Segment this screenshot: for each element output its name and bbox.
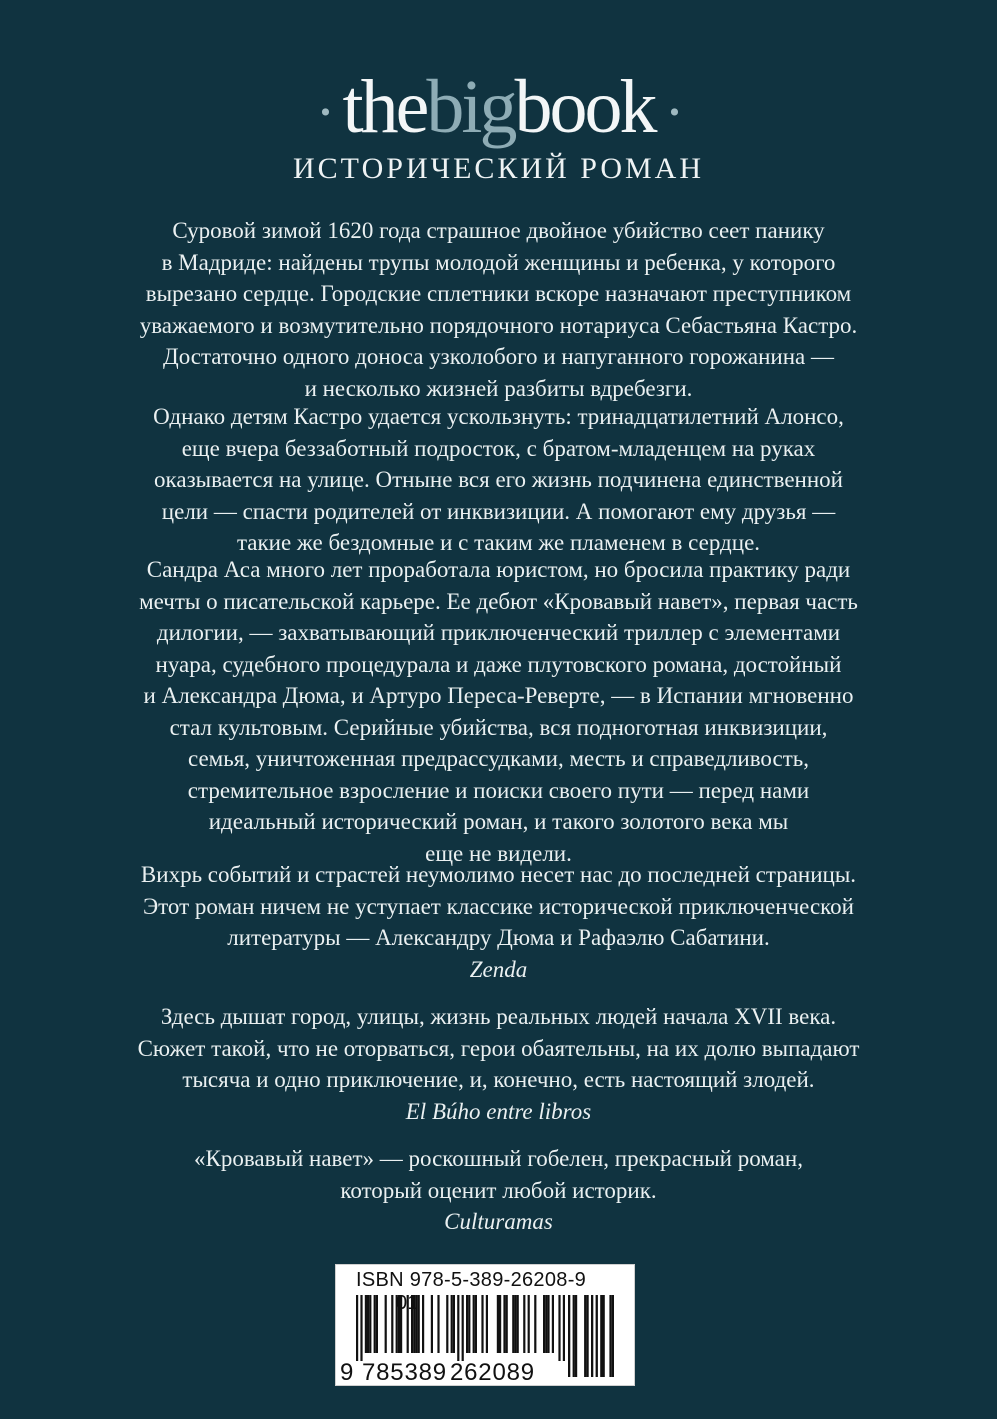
addon-digits: 01	[396, 1292, 419, 1314]
text-line: стал культовым. Серийные убийства, вся подноготная инквизиции,	[169, 714, 828, 740]
text-line: Однако детям Кастро удается ускользнуть: тринадцатилетний Алонсо,	[153, 404, 844, 429]
text-line: стремительное взросление и поиски своего пути — перед нами	[187, 777, 810, 803]
text-line: оказывается на улице. Отныне вся его жизнь подчинена единственной	[154, 467, 843, 492]
text-line: и Александра Дюма, и Артуро Переса-Реверте, — в Испании мгновенно	[143, 683, 854, 708]
ean-left-group: 785389	[362, 1359, 447, 1386]
quote-line: литературы — Александру Дюма и Рафаэлю Сабатини.	[227, 925, 770, 950]
quote-line: «Кровавый навет» — роскошный гобелен, прекрасный роман,	[194, 1146, 803, 1171]
quote-line: Здесь дышат город, улицы, жизнь реальных людей начала XVII века.	[160, 1004, 837, 1029]
text-line: в Мадриде: найдены трупы молодой женщины и ребенка, у которого	[161, 249, 836, 275]
logo-word-book: book	[514, 65, 655, 149]
the-big-book-wordmark	[306, 62, 692, 157]
isbn-label	[356, 1269, 634, 1315]
text-line: Суровой зимой 1620 года страшное двойное убийство сеет панику	[172, 218, 825, 243]
text-line: цели — спасти родителей от инквизиции. А помогают ему друзья —	[161, 498, 836, 524]
text-line: дилогии, — захватывающий приключенческий триллер с элементами	[156, 620, 841, 645]
text-line: Достаточно одного доноса узколобого и напуганного горожанина —	[163, 344, 834, 369]
logo-dot-left: ·	[315, 79, 333, 145]
plot-paragraph	[80, 401, 917, 559]
review-quote-zenda	[80, 859, 917, 985]
ean-right-group: 262089	[450, 1359, 535, 1386]
genre-subtitle: ИСТОРИЧЕСКИЙ РОМАН	[292, 152, 704, 185]
text-line: такие же бездомные и с таким же пламенем в сердце.	[236, 530, 761, 555]
text-line: и несколько жизней разбиты вдребезги.	[304, 375, 693, 401]
text-line: еще не видели.	[425, 840, 572, 866]
quote-source: El Búho entre libros	[405, 1098, 592, 1124]
author-paragraph	[80, 554, 917, 869]
text-line: семья, уничтоженная предрассудками, месть и справедливость,	[187, 746, 810, 771]
isbn-barcode	[335, 1264, 635, 1386]
text-line: вырезано сердце. Городские сплетники вскоре назначают преступником	[145, 281, 852, 306]
intro-paragraph	[80, 215, 917, 404]
review-quote-culturamas	[80, 1143, 917, 1238]
logo-word-the: the	[342, 65, 427, 149]
quote-line: Сюжет такой, что не оторваться, герои обаятельны, на их долю выпадают	[137, 1035, 860, 1061]
quote-line: Этот роман ничем не уступает классике исторической приключенческой	[143, 893, 854, 919]
quote-source: Culturamas	[444, 1209, 553, 1234]
quote-line: Вихрь событий и страстей неумолимо несет нас до последней страницы.	[140, 862, 857, 887]
review-quote-el-buho	[80, 1001, 917, 1127]
quote-line: тысяча и одно приключение, и, конечно, есть настоящий злодей.	[182, 1067, 815, 1092]
text-line: мечты о писательской карьере. Ее дебют «Кровавый навет», первая часть	[139, 588, 858, 614]
series-logo	[0, 62, 997, 152]
text-line: еще вчера беззаботный подросток, с братом-младенцем на руках	[181, 435, 816, 461]
logo-dot-right: ·	[664, 79, 682, 145]
text-line: нуара, судебного процедурала и даже плутовского романа, достойный	[155, 651, 842, 677]
logo-word-big: big	[426, 65, 515, 149]
quote-source: Zenda	[469, 956, 528, 982]
text-line: уважаемого и возмутительно порядочного нотариуса Себастьяна Кастро.	[139, 312, 858, 338]
text-line: Сандра Аса много лет проработала юристом, но бросила практику ради	[146, 557, 851, 582]
ean-first-digit: 9	[340, 1359, 355, 1386]
text-line: идеальный исторический роман, и такого золотого века мы	[208, 809, 789, 834]
quote-line: который оценит любой историк.	[340, 1177, 657, 1203]
isbn-number: ISBN 978-5-389-26208-9	[356, 1269, 587, 1291]
